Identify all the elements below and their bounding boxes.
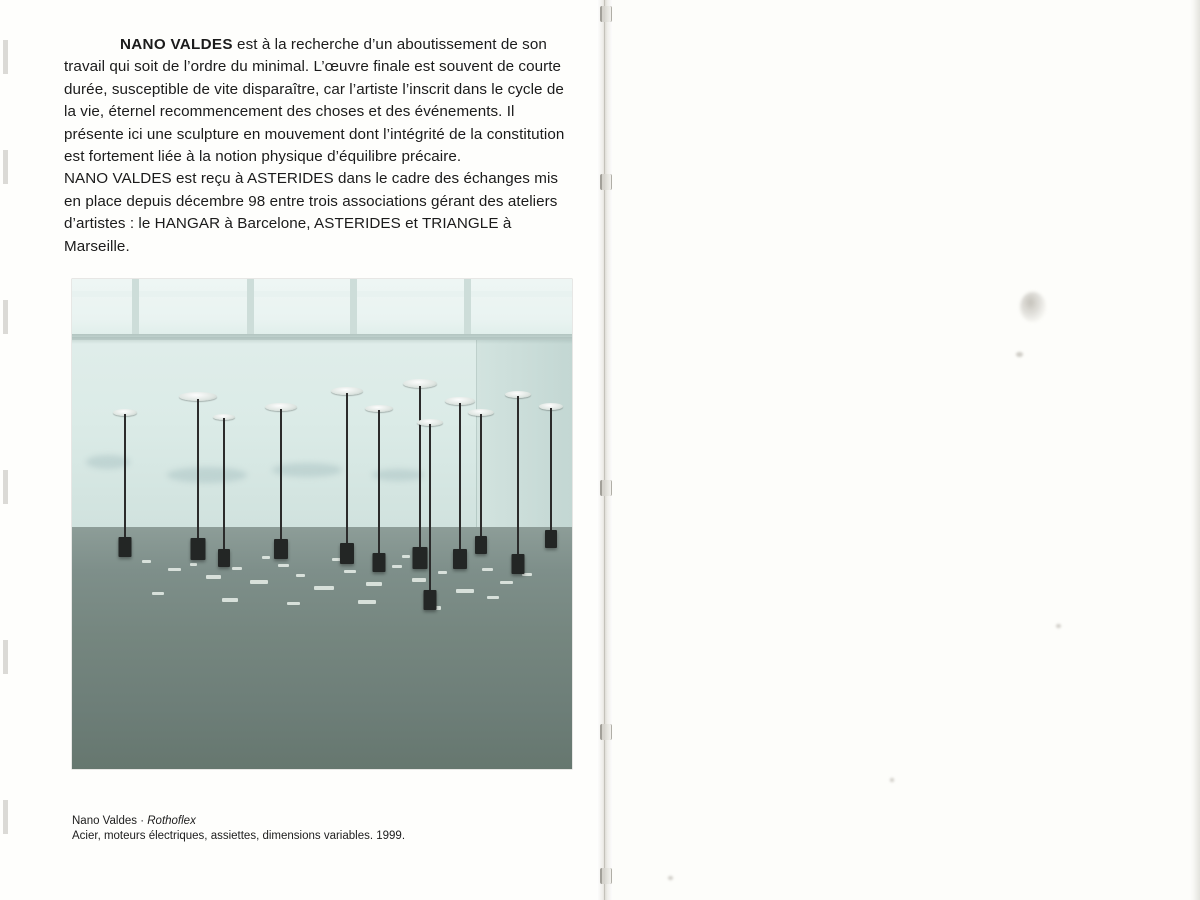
ceiling-shadow (72, 334, 572, 344)
staple (600, 724, 612, 740)
staple (600, 174, 612, 190)
staple (600, 868, 612, 884)
caption-artist: Nano Valdes (72, 815, 137, 827)
photograph-image (72, 279, 572, 769)
caption-artwork-title: Rothoflex (147, 815, 196, 827)
scan-edge-tick (3, 40, 8, 74)
caption-separator: · (140, 815, 145, 827)
paper-blemish (890, 778, 894, 782)
paragraph-residency-note (64, 168, 576, 258)
paragraph-artist-statement-text: est à la recherche d’un aboutissement de son travail qui soit de l’ordre du minimal. L’œuvre finale est souvent de courte durée, susceptible de vite disparaître, car l’artiste l’inscrit dans le cycle de la vie, éternel recommencement des choses et des événements. Il présente ici une sculpture en mouvement dont l’intégrité de la constitution est fortement liée à la notion physique d’équilibre précaire. (64, 36, 565, 166)
window-mullion (132, 279, 139, 334)
caption-line-2: Acier, moteurs électriques, assiettes, dimensions variables. 1999. (72, 830, 406, 842)
kinetic-sculpture (212, 414, 236, 574)
paper-blemish (1056, 624, 1061, 628)
window-mullion (464, 279, 471, 334)
staple (600, 6, 612, 22)
paragraph-artist-statement (64, 34, 576, 168)
body-text-block (64, 34, 576, 258)
window-frame-rail (72, 291, 572, 297)
scan-edge-tick (3, 470, 8, 504)
kinetic-sculpture (467, 409, 495, 559)
staple (600, 480, 612, 496)
scan-edge-tick (3, 300, 8, 334)
kinetic-sculpture (330, 387, 364, 572)
figure-photograph (72, 279, 572, 769)
figure-caption (72, 814, 572, 844)
scan-edge-tick (3, 640, 8, 674)
window-band (72, 279, 572, 340)
caption-line-1 (72, 814, 572, 829)
right-page-blank (612, 0, 1200, 900)
window-mullion (247, 279, 254, 334)
kinetic-sculpture (264, 403, 298, 563)
kinetic-sculpture (364, 405, 394, 573)
scan-edge-tick (3, 800, 8, 834)
kinetic-sculpture (416, 419, 444, 619)
window-mullion (350, 279, 357, 334)
paper-blemish (668, 876, 673, 880)
paper-blemish (1016, 352, 1023, 357)
paragraph-residency-note-text: NANO VALDES est reçu à ASTERIDES dans le cadre des échanges mis en place depuis décembre 98 entre trois associations gérant des ateliers d’artistes : le HANGAR à Barcelone, ASTERIDES et TRIANGLE à Marseille. (64, 170, 559, 255)
kinetic-sculpture (112, 409, 138, 559)
kinetic-sculpture (504, 391, 532, 586)
paper-blemish (1020, 292, 1046, 322)
kinetic-sculpture (538, 403, 564, 553)
artist-name-bold: NANO VALDES (120, 36, 233, 53)
booklet-spine (597, 0, 613, 900)
spine-fold-line (604, 0, 605, 900)
scan-edge-tick (3, 150, 8, 184)
